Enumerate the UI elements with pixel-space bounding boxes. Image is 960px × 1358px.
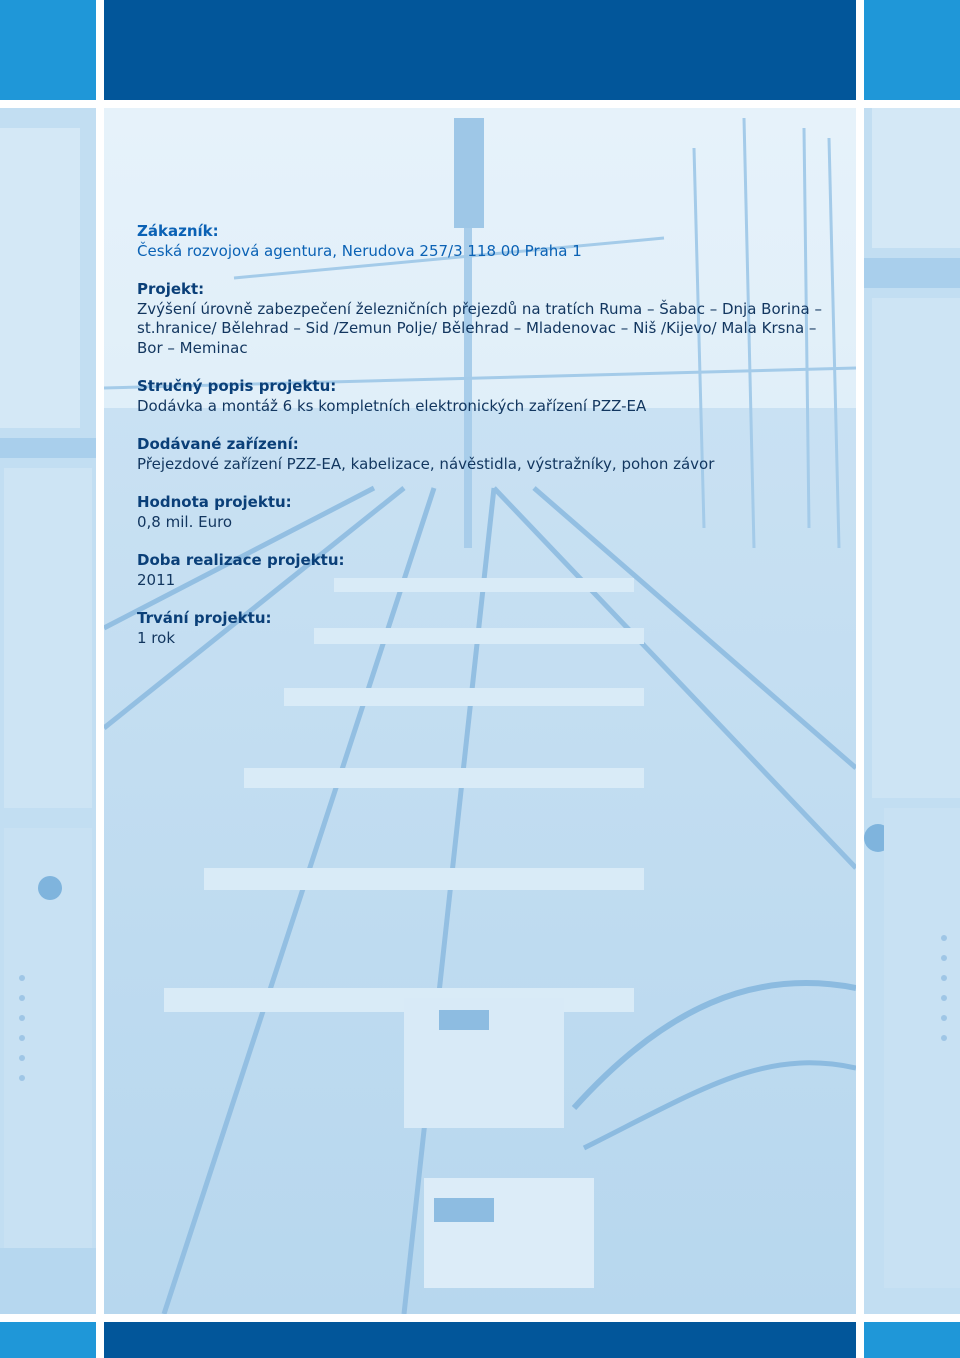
block-equipment xyxy=(137,435,837,474)
project-info xyxy=(137,222,837,667)
description-label: Stručný popis projektu: xyxy=(137,377,337,395)
header-band-center xyxy=(104,0,856,100)
block-duration xyxy=(137,609,837,648)
background-photo-left-strip xyxy=(0,108,96,1314)
footer-band-center xyxy=(104,1322,856,1358)
block-project xyxy=(137,280,837,358)
project-value-amount: 0,8 mil. Euro xyxy=(137,512,233,531)
duration-value: 1 rok xyxy=(137,628,176,647)
customer-label: Zákazník: xyxy=(137,222,219,240)
realization-value: 2011 xyxy=(137,570,176,589)
description-value: Dodávka a montáž 6 ks kompletních elektronických zařízení PZZ-EA xyxy=(137,396,647,415)
equipment-value: Přejezdové zařízení PZZ-EA, kabelizace, návěstidla, výstražníky, pohon závor xyxy=(137,454,715,473)
footer-band-right xyxy=(864,1322,960,1358)
customer-value: Česká rozvojová agentura, Nerudova 257/3 118 00 Praha 1 xyxy=(137,241,582,260)
realization-label: Doba realizace projektu: xyxy=(137,551,345,569)
footer-band-left xyxy=(0,1322,96,1358)
block-value xyxy=(137,493,837,532)
project-value-label: Hodnota projektu: xyxy=(137,493,292,511)
header-band-right xyxy=(864,0,960,100)
equipment-label: Dodávané zařízení: xyxy=(137,435,299,453)
background-photo-right-strip xyxy=(864,108,960,1314)
header-band-left xyxy=(0,0,96,100)
project-value: Zvýšení úrovně zabezpečení železničních přejezdů na tratích Ruma – Šabac – Dnja Borina – st.hranice/ Bělehrad – Sid /Zemun Polje/ Bělehrad – Mladenovac – Niš /Kijevo/ Mala Krsna – Bor – Meminac xyxy=(137,299,822,357)
project-label: Projekt: xyxy=(137,280,205,298)
block-customer xyxy=(137,222,837,261)
block-realization xyxy=(137,551,837,590)
duration-label: Trvání projektu: xyxy=(137,609,272,627)
block-description xyxy=(137,377,837,416)
